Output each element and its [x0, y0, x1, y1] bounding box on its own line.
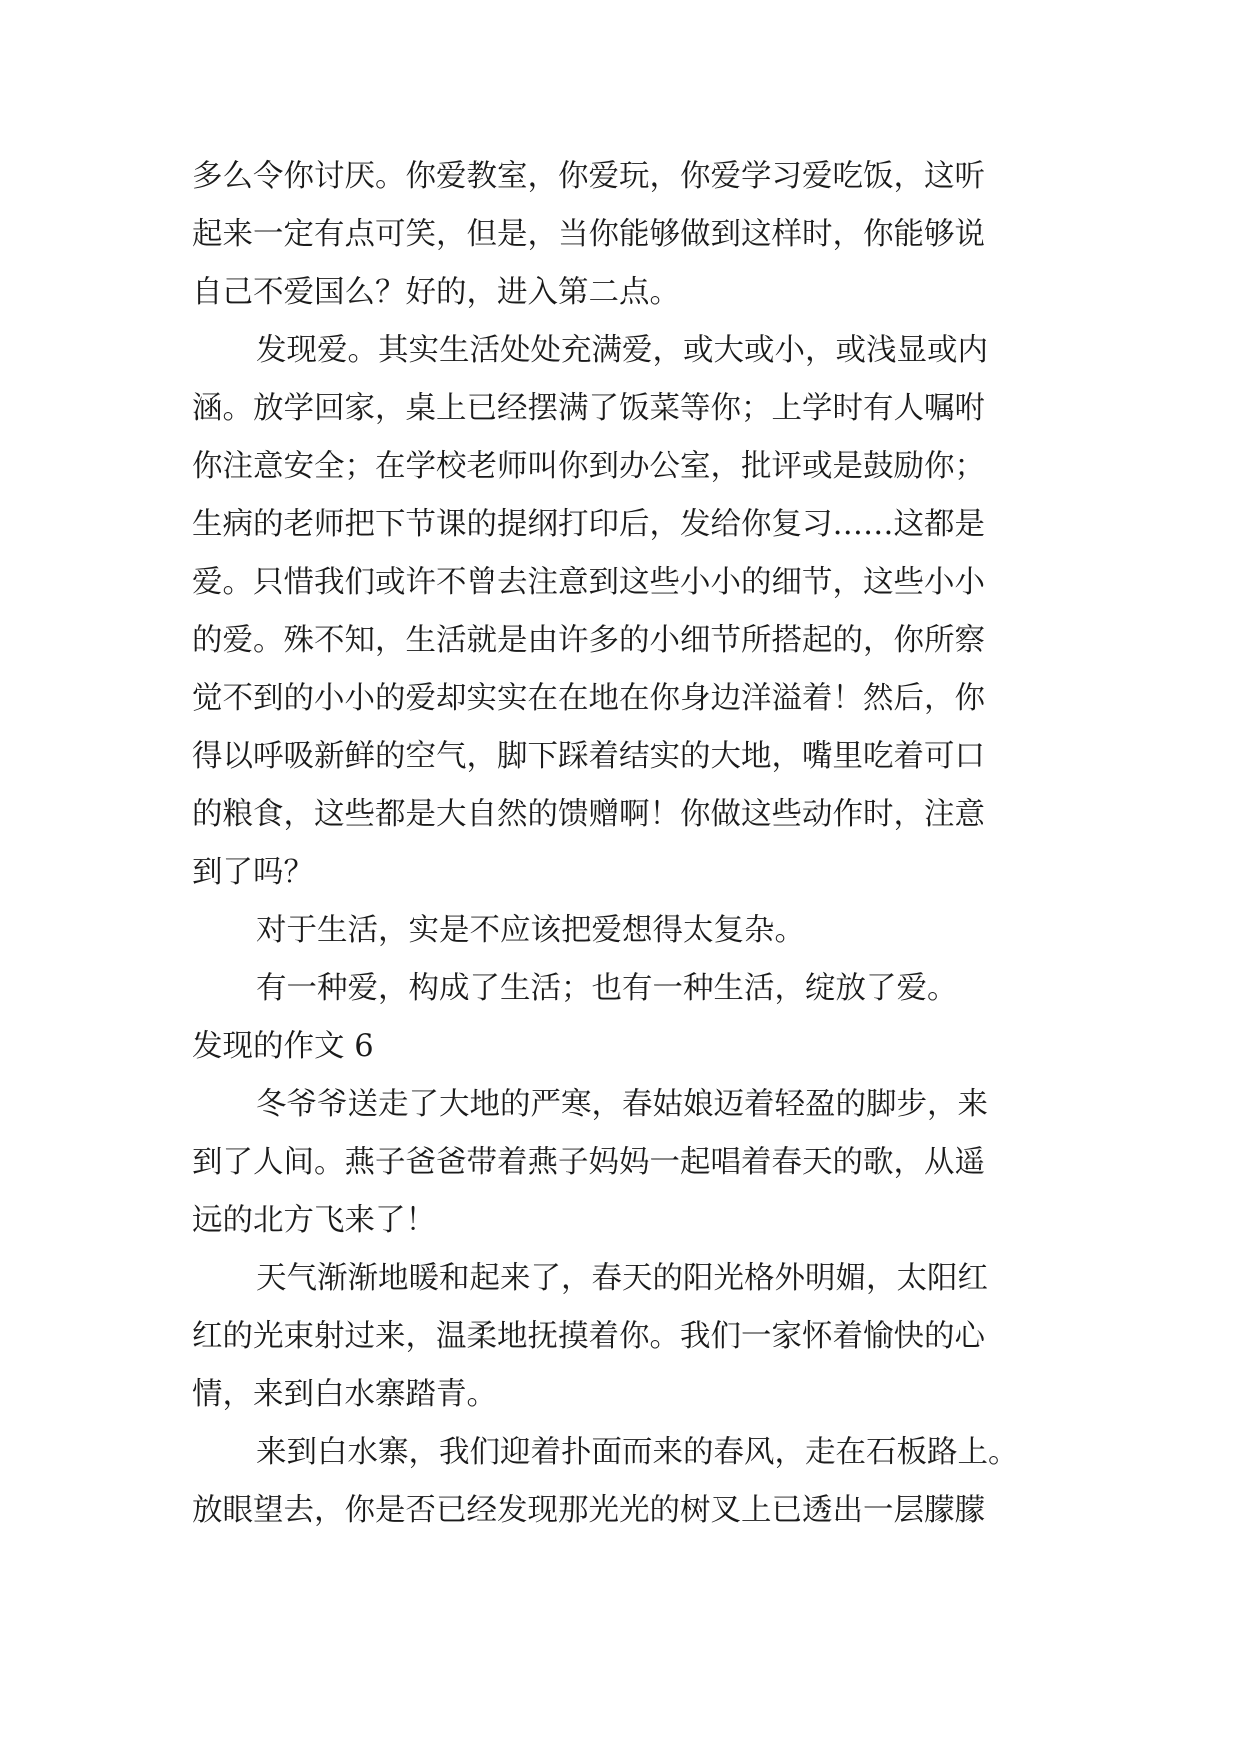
text-line: 得以呼吸新鲜的空气，脚下踩着结实的大地，嘴里吃着可口 — [192, 739, 985, 774]
text-line: 到了人间。燕子爸爸带着燕子妈妈一起唱着春天的歌，从遥 — [192, 1145, 985, 1180]
text-line: 情，来到白水寨踏青。 — [192, 1377, 497, 1412]
text-line: 远的北方飞来了！ — [192, 1203, 436, 1238]
text-line: 起来一定有点可笑，但是，当你能够做到这样时，你能够说 — [192, 217, 985, 252]
text-line: 生病的老师把下节课的提纲打印后，发给你复习……这都是 — [192, 507, 985, 542]
section-heading: 发现的作文 6 — [192, 1029, 374, 1064]
text-line: 红的光束射过来，温柔地抚摸着你。我们一家怀着愉快的心 — [192, 1319, 985, 1354]
paragraph-first-line: 天气渐渐地暖和起来了，春天的阳光格外明媚，太阳红 — [256, 1261, 988, 1296]
paragraph-first-line: 有一种爱，构成了生活；也有一种生活，绽放了爱。 — [256, 971, 958, 1006]
text-line: 的粮食，这些都是大自然的馈赠啊！你做这些动作时，注意 — [192, 797, 985, 832]
text-line: 你注意安全；在学校老师叫你到办公室，批评或是鼓励你； — [192, 449, 985, 484]
text-line: 涵。放学回家，桌上已经摆满了饭菜等你；上学时有人嘱咐 — [192, 391, 985, 426]
paragraph-first-line: 发现爱。其实生活处处充满爱，或大或小，或浅显或内 — [256, 333, 988, 368]
paragraph-first-line: 来到白水寨，我们迎着扑面而来的春风，走在石板路上。 — [256, 1435, 1019, 1470]
text-line: 的爱。殊不知，生活就是由许多的小细节所搭起的，你所察 — [192, 623, 985, 658]
text-line: 自己不爱国么？好的，进入第二点。 — [192, 275, 680, 310]
text-line: 到了吗？ — [192, 855, 314, 890]
paragraph-first-line: 冬爷爷送走了大地的严寒，春姑娘迈着轻盈的脚步，来 — [256, 1087, 988, 1122]
paragraph-first-line: 对于生活，实是不应该把爱想得太复杂。 — [256, 913, 805, 948]
document-page — [192, 148, 1052, 1540]
text-line: 放眼望去，你是否已经发现那光光的树叉上已透出一层朦朦 — [192, 1493, 985, 1528]
text-line: 多么令你讨厌。你爱教室，你爱玩，你爱学习爱吃饭，这听 — [192, 159, 985, 194]
text-line: 觉不到的小小的爱却实实在在地在你身边洋溢着！然后，你 — [192, 681, 985, 716]
text-line: 爱。只惜我们或许不曾去注意到这些小小的细节，这些小小 — [192, 565, 985, 600]
